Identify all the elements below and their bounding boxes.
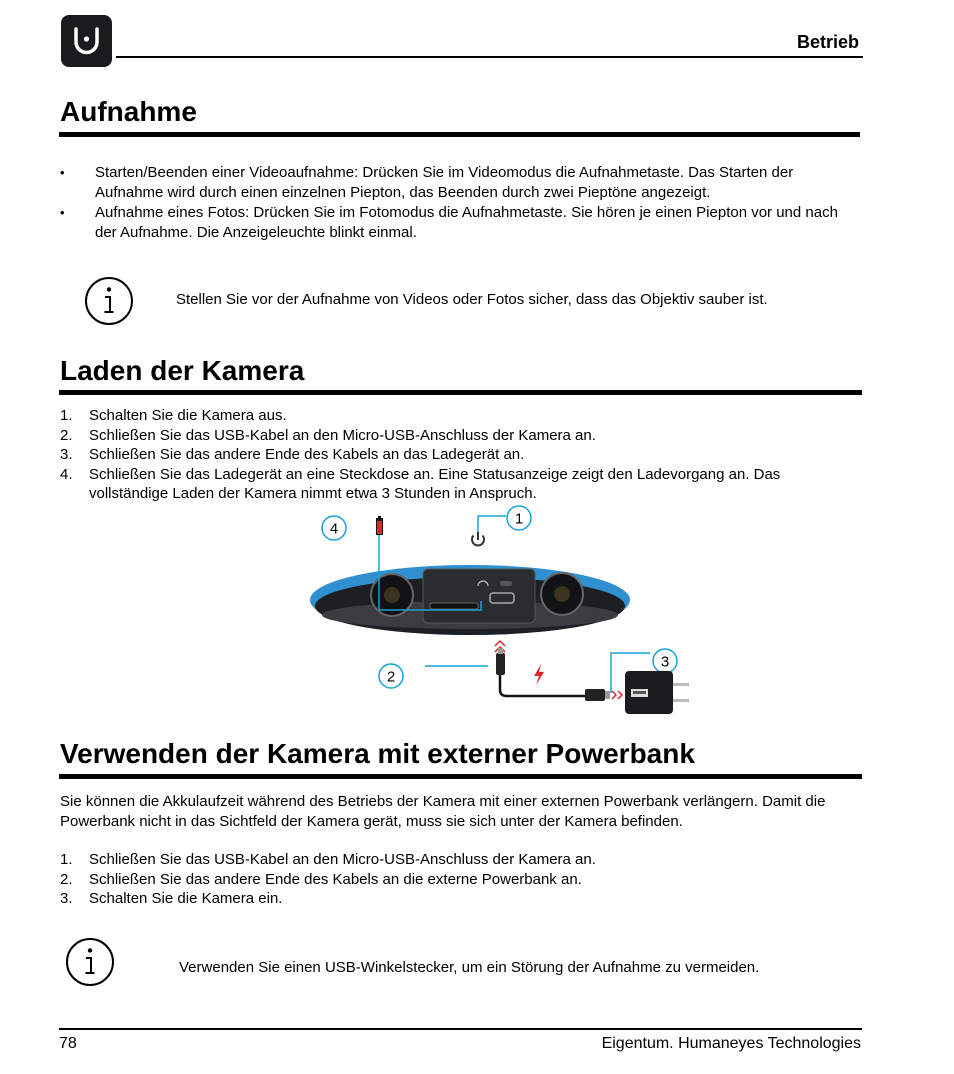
arrow-right-icon <box>612 691 622 699</box>
info-icon <box>65 937 115 987</box>
list-item: • Aufnahme eines Fotos: Drücken Sie im Fotomodus die Aufnahmetaste. Sie hören je einen Piepton vor und nach der Aufnahme. Die Anzeigeleuchte blinkt einmal. <box>60 203 860 242</box>
svg-text:1: 1 <box>514 510 524 528</box>
list-item: 3. Schalten Sie die Kamera ein. <box>60 890 283 907</box>
humaneyes-logo-icon <box>61 15 112 67</box>
section-label: Betrieb <box>796 32 859 52</box>
powerbank-intro: Sie können die Akkulaufzeit während des Betriebs der Kamera mit einer externen Powerbank verlängern. Damit die Powerbank nicht in das Sichtfeld der Kamera gerät, muss sie sich unter der Kamera befinden. <box>60 793 826 830</box>
recording-note: Stellen Sie vor der Aufnahme von Videos oder Fotos sicher, dass das Objektiv sauber ist. <box>176 291 768 308</box>
camera-image <box>310 565 630 635</box>
heading-charging: Laden der Kamera <box>60 355 305 386</box>
callout-3 <box>653 649 677 673</box>
page-number: 78 <box>59 1035 77 1052</box>
callout-2 <box>379 664 403 688</box>
heading-recording: Aufnahme <box>60 96 197 127</box>
powerbank-step-list <box>60 850 840 909</box>
header-rule <box>116 56 863 58</box>
charging-step-list <box>60 406 840 504</box>
power-icon <box>472 532 484 545</box>
heading-rule <box>59 774 862 779</box>
powerbank-note: Verwenden Sie einen USB-Winkelstecker, um ein Störung der Aufnahme zu vermeiden. <box>179 959 760 976</box>
list-item: 1. Schalten Sie die Kamera aus. <box>60 407 287 424</box>
footer-owner: Eigentum. Humaneyes Technologies <box>601 1035 861 1052</box>
list-item: 3. Schließen Sie das andere Ende des Kabels an das Ladegerät an. <box>60 446 525 463</box>
list-item: 2. Schließen Sie das USB-Kabel an den Micro-USB-Anschluss der Kamera an. <box>60 426 596 444</box>
recording-bullet-list <box>60 163 860 243</box>
svg-text:3: 3 <box>660 653 670 671</box>
list-item: 2. Schließen Sie das andere Ende des Kabels an die externe Powerbank an. <box>60 870 582 888</box>
info-icon <box>84 276 134 326</box>
usb-cable-image <box>496 648 610 701</box>
svg-text:4: 4 <box>329 520 339 538</box>
lightning-icon <box>534 664 544 685</box>
list-item: • Starten/Beenden einer Videoaufnahme: Drücken Sie im Videomodus die Aufnahmetaste. Das Starten der Aufnahme wird durch einen einzelnen Piepton, das Beenden durch zwei Pieptöne angezeigt. <box>60 163 860 202</box>
heading-rule <box>59 132 860 137</box>
heading-rule <box>59 390 862 395</box>
callout-1 <box>507 506 531 530</box>
svg-text:2: 2 <box>386 668 396 686</box>
heading-powerbank: Verwenden der Kamera mit externer Powerbank <box>60 738 695 769</box>
callout-4 <box>322 516 346 540</box>
footer-rule <box>59 1028 862 1030</box>
list-item: 4. Schließen Sie das Ladegerät an eine Steckdose an. Eine Statusanzeige zeigt den Ladevorgang an. Das vollständige Laden der Kamera nimmt etwa 3 Stunden in Anspruch. <box>60 465 781 502</box>
charging-diagram <box>300 505 700 720</box>
list-item: 1. Schließen Sie das USB-Kabel an den Micro-USB-Anschluss der Kamera an. <box>60 851 596 868</box>
charger-image <box>625 671 689 714</box>
battery-icon <box>376 516 383 535</box>
